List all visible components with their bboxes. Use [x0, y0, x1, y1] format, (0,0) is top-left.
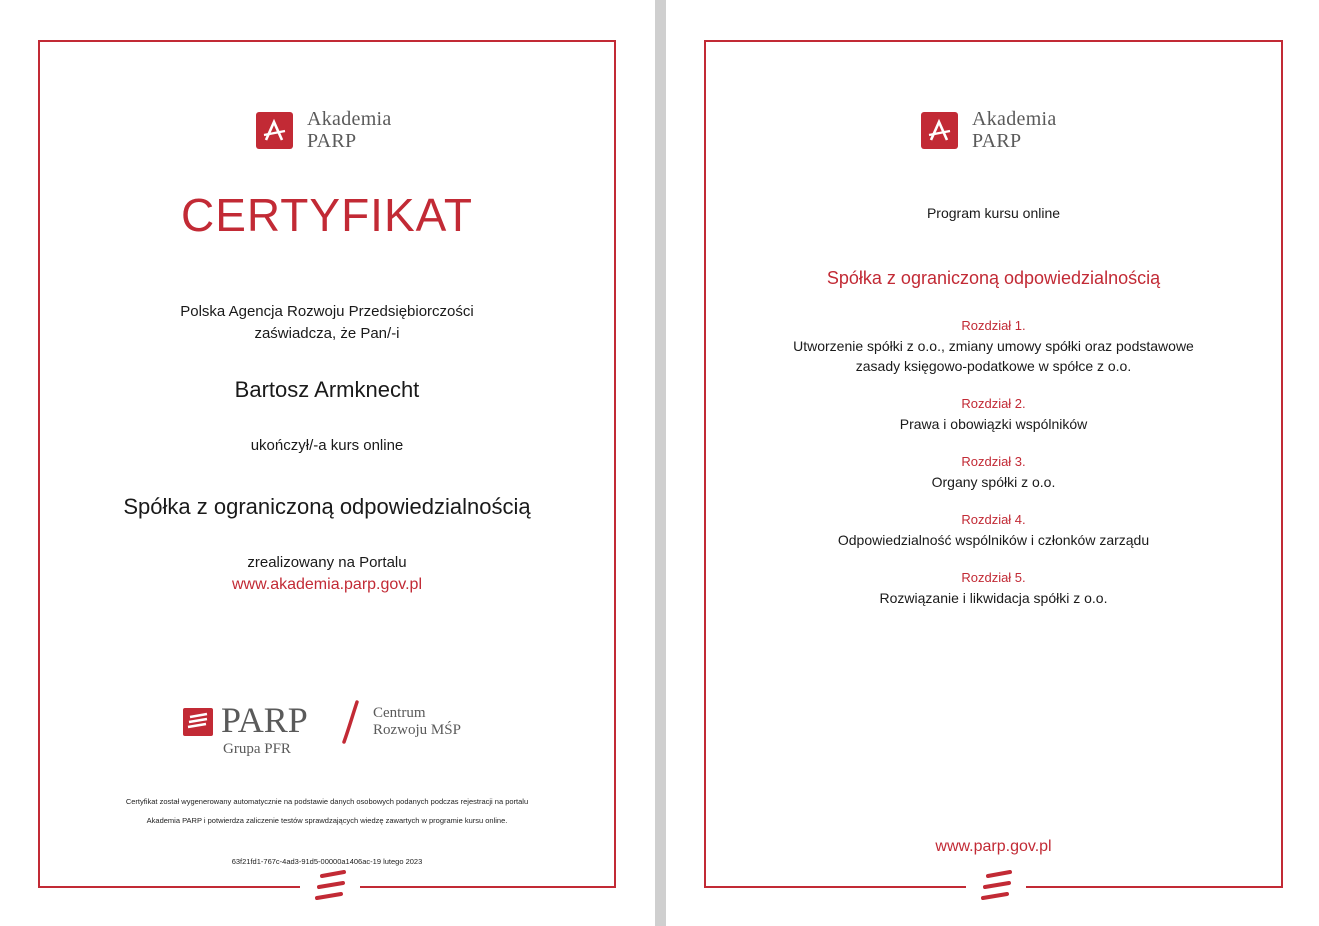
chapter-label: Rozdział 1. — [961, 318, 1026, 333]
chapter-label: Rozdział 4. — [961, 512, 1026, 527]
chapter-title: Rozwiązanie i likwidacja spółki z o.o. — [879, 590, 1108, 606]
parp-stripes-footer-icon — [314, 870, 348, 909]
chapter-title: Utworzenie spółki z o.o., zmiany umowy spółki oraz podstawowe — [793, 338, 1194, 354]
disclaimer-line2: Akademia PARP i potwierdza zaliczenie testów sprawdzających wiedzę zawartych w programie kursu online. — [146, 816, 508, 825]
parp-wordmark: PARP — [221, 700, 308, 740]
completed-text: ukończył/-a kurs online — [250, 437, 404, 454]
chapter-title-cont: zasady księgowo-podatkowe w spółce z o.o. — [855, 358, 1132, 374]
logo-line2: PARP — [972, 130, 1022, 152]
parp-url[interactable]: www.parp.gov.pl — [935, 838, 1052, 855]
chapter-1 — [704, 316, 1283, 376]
course-name: Spółka z ograniczoną odpowiedzialnością — [123, 494, 531, 519]
logo-line2: PARP — [307, 130, 357, 152]
realized-block — [38, 552, 616, 596]
grupa-pfr-text: Grupa PFR — [223, 741, 291, 757]
chapter-title: Organy spółki z o.o. — [931, 474, 1056, 490]
certificate-title: CERTYFIKAT — [181, 189, 473, 241]
chapter-5 — [704, 568, 1283, 608]
page-gutter — [655, 0, 666, 926]
certificate-id: 63f21fd1-767c-4ad3-91d5-00000a1406ac-19 lutego 2023 — [231, 857, 423, 866]
chapter-label: Rozdział 3. — [961, 454, 1026, 469]
chapter-2 — [704, 394, 1283, 434]
chapter-4 — [704, 510, 1283, 550]
portal-url[interactable]: www.akademia.parp.gov.pl — [231, 576, 423, 593]
akademia-parp-logo — [921, 108, 1081, 152]
parp-stripes-footer-icon — [980, 870, 1014, 909]
issuer-line2: zaświadcza, że Pan/-i — [254, 325, 400, 342]
akademia-parp-logo — [256, 108, 416, 152]
disclaimer-line1: Certyfikat został wygenerowany automatycznie na podstawie danych osobowych podanych podczas rejestracji na portalu — [125, 797, 529, 806]
recipient-name: Bartosz Armknecht — [234, 377, 420, 402]
chapter-title: Prawa i obowiązki wspólników — [899, 416, 1088, 432]
centrum-line2: Rozwoju MŚP — [373, 722, 461, 738]
parp-stripes-icon — [183, 708, 213, 736]
program-heading: Program kursu online — [926, 205, 1061, 221]
parp-cmsp-logo — [183, 700, 483, 765]
certificate-page — [0, 0, 655, 926]
program-course-name: Spółka z ograniczoną odpowiedzialnością — [826, 268, 1161, 288]
realized-text: zrealizowany na Portalu — [247, 554, 407, 571]
issuer-line1: Polska Agencja Rozwoju Przedsiębiorczości — [180, 303, 474, 320]
slash-divider-icon — [341, 700, 361, 749]
chapter-label: Rozdział 2. — [961, 396, 1026, 411]
issuer-block — [38, 301, 616, 345]
chapter-3 — [704, 452, 1283, 492]
program-page — [666, 0, 1319, 926]
chapter-title: Odpowiedzialność wspólników i członków zarządu — [837, 532, 1150, 548]
centrum-line1: Centrum — [373, 705, 426, 721]
logo-line1: Akademia — [307, 108, 392, 130]
akademia-a-icon — [256, 112, 293, 149]
chapter-label: Rozdział 5. — [961, 570, 1026, 585]
disclaimer — [38, 792, 616, 830]
akademia-a-icon — [921, 112, 958, 149]
logo-line1: Akademia — [972, 108, 1057, 130]
